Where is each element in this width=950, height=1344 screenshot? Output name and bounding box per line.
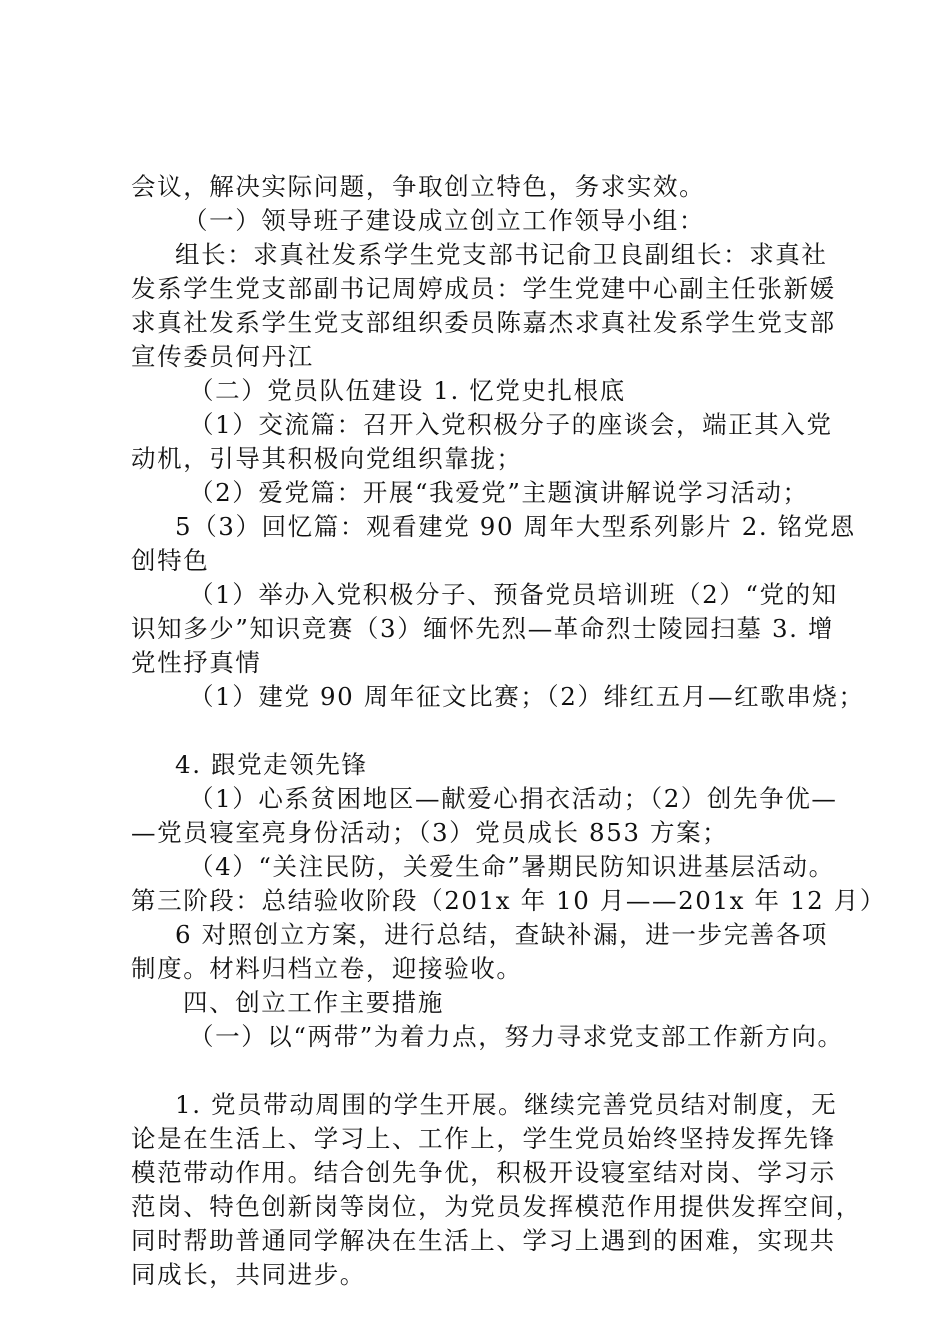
text-line: 1. 党员带动周围的学生开展。继续完善党员结对制度，无 <box>175 1090 838 1119</box>
text-line: 党性抒真情 <box>131 648 262 677</box>
text-line: 创特色 <box>131 546 210 575</box>
text-line: （一）以“两带”为着力点，努力寻求党支部工作新方向。 <box>189 1022 844 1051</box>
blank-line <box>131 714 836 748</box>
text-line: 同成长，共同进步。 <box>131 1260 366 1289</box>
text-line: （1）举办入党积极分子、预备党员培训班（2）“党的知 <box>189 580 838 609</box>
document-body <box>131 170 886 1292</box>
text-line: （4）“关注民防，关爱生命”暑期民防知识进基层活动。 <box>189 852 835 881</box>
text-line: 组长：求真社发系学生党支部书记俞卫良副组长：求真社 <box>175 240 828 269</box>
text-line: 范岗、特色创新岗等岗位，为党员发挥模范作用提供发挥空间， <box>131 1192 862 1221</box>
text-line: （1）心系贫困地区—献爱心捐衣活动；（2）创先争优— <box>189 784 838 813</box>
text-line: 5（3）回忆篇：观看建党 90 周年大型系列影片 2. 铭党恩 <box>175 512 856 541</box>
text-line: （1）建党 90 周年征文比赛；（2）绯红五月—红歌串烧； <box>189 682 865 711</box>
text-line: （1）交流篇：召开入党积极分子的座谈会，端正其入党 <box>189 410 833 439</box>
text-line: —党员寝室亮身份活动；（3）党员成长 853 方案； <box>131 818 729 847</box>
text-line: 4. 跟党走领先锋 <box>175 750 368 779</box>
text-line: （一）领导班子建设成立创立工作领导小组： <box>183 206 705 235</box>
text-line: 6 对照创立方案，进行总结，查缺补漏，进一步完善各项 <box>175 920 828 949</box>
text-line: 求真社发系学生党支部组织委员陈嘉杰求真社发系学生党支部 <box>131 308 836 337</box>
text-line: （二）党员队伍建设 1. 忆党史扎根底 <box>189 376 626 405</box>
text-line: 同时帮助普通同学解决在生活上、学习上遇到的困难，实现共 <box>131 1226 836 1255</box>
text-line: 四、创立工作主要措施 <box>183 988 444 1017</box>
blank-line <box>131 1054 836 1088</box>
text-line: 制度。材料归档立卷，迎接验收。 <box>131 954 523 983</box>
text-line: 模范带动作用。结合创先争优，积极开设寝室结对岗、学习示 <box>131 1158 836 1187</box>
text-line: 会议，解决实际问题，争取创立特色，务求实效。 <box>131 172 706 201</box>
text-line: 论是在生活上、学习上、工作上，学生党员始终坚持发挥先锋 <box>131 1124 836 1153</box>
text-line: （2）爱党篇：开展“我爱党”主题演讲解说学习活动； <box>189 478 809 507</box>
text-line: 动机，引导其积极向党组织靠拢； <box>131 444 523 473</box>
text-line: 第三阶段：总结验收阶段（201x 年 10 月——201x 年 12 月） <box>131 886 886 915</box>
text-line: 发系学生党支部副书记周婷成员：学生党建中心副主任张新媛 <box>131 274 836 303</box>
text-line: 识知多少”知识竞赛（3）缅怀先烈—革命烈士陵园扫墓 3. 增 <box>131 614 835 643</box>
text-line: 宣传委员何丹江 <box>131 342 314 371</box>
